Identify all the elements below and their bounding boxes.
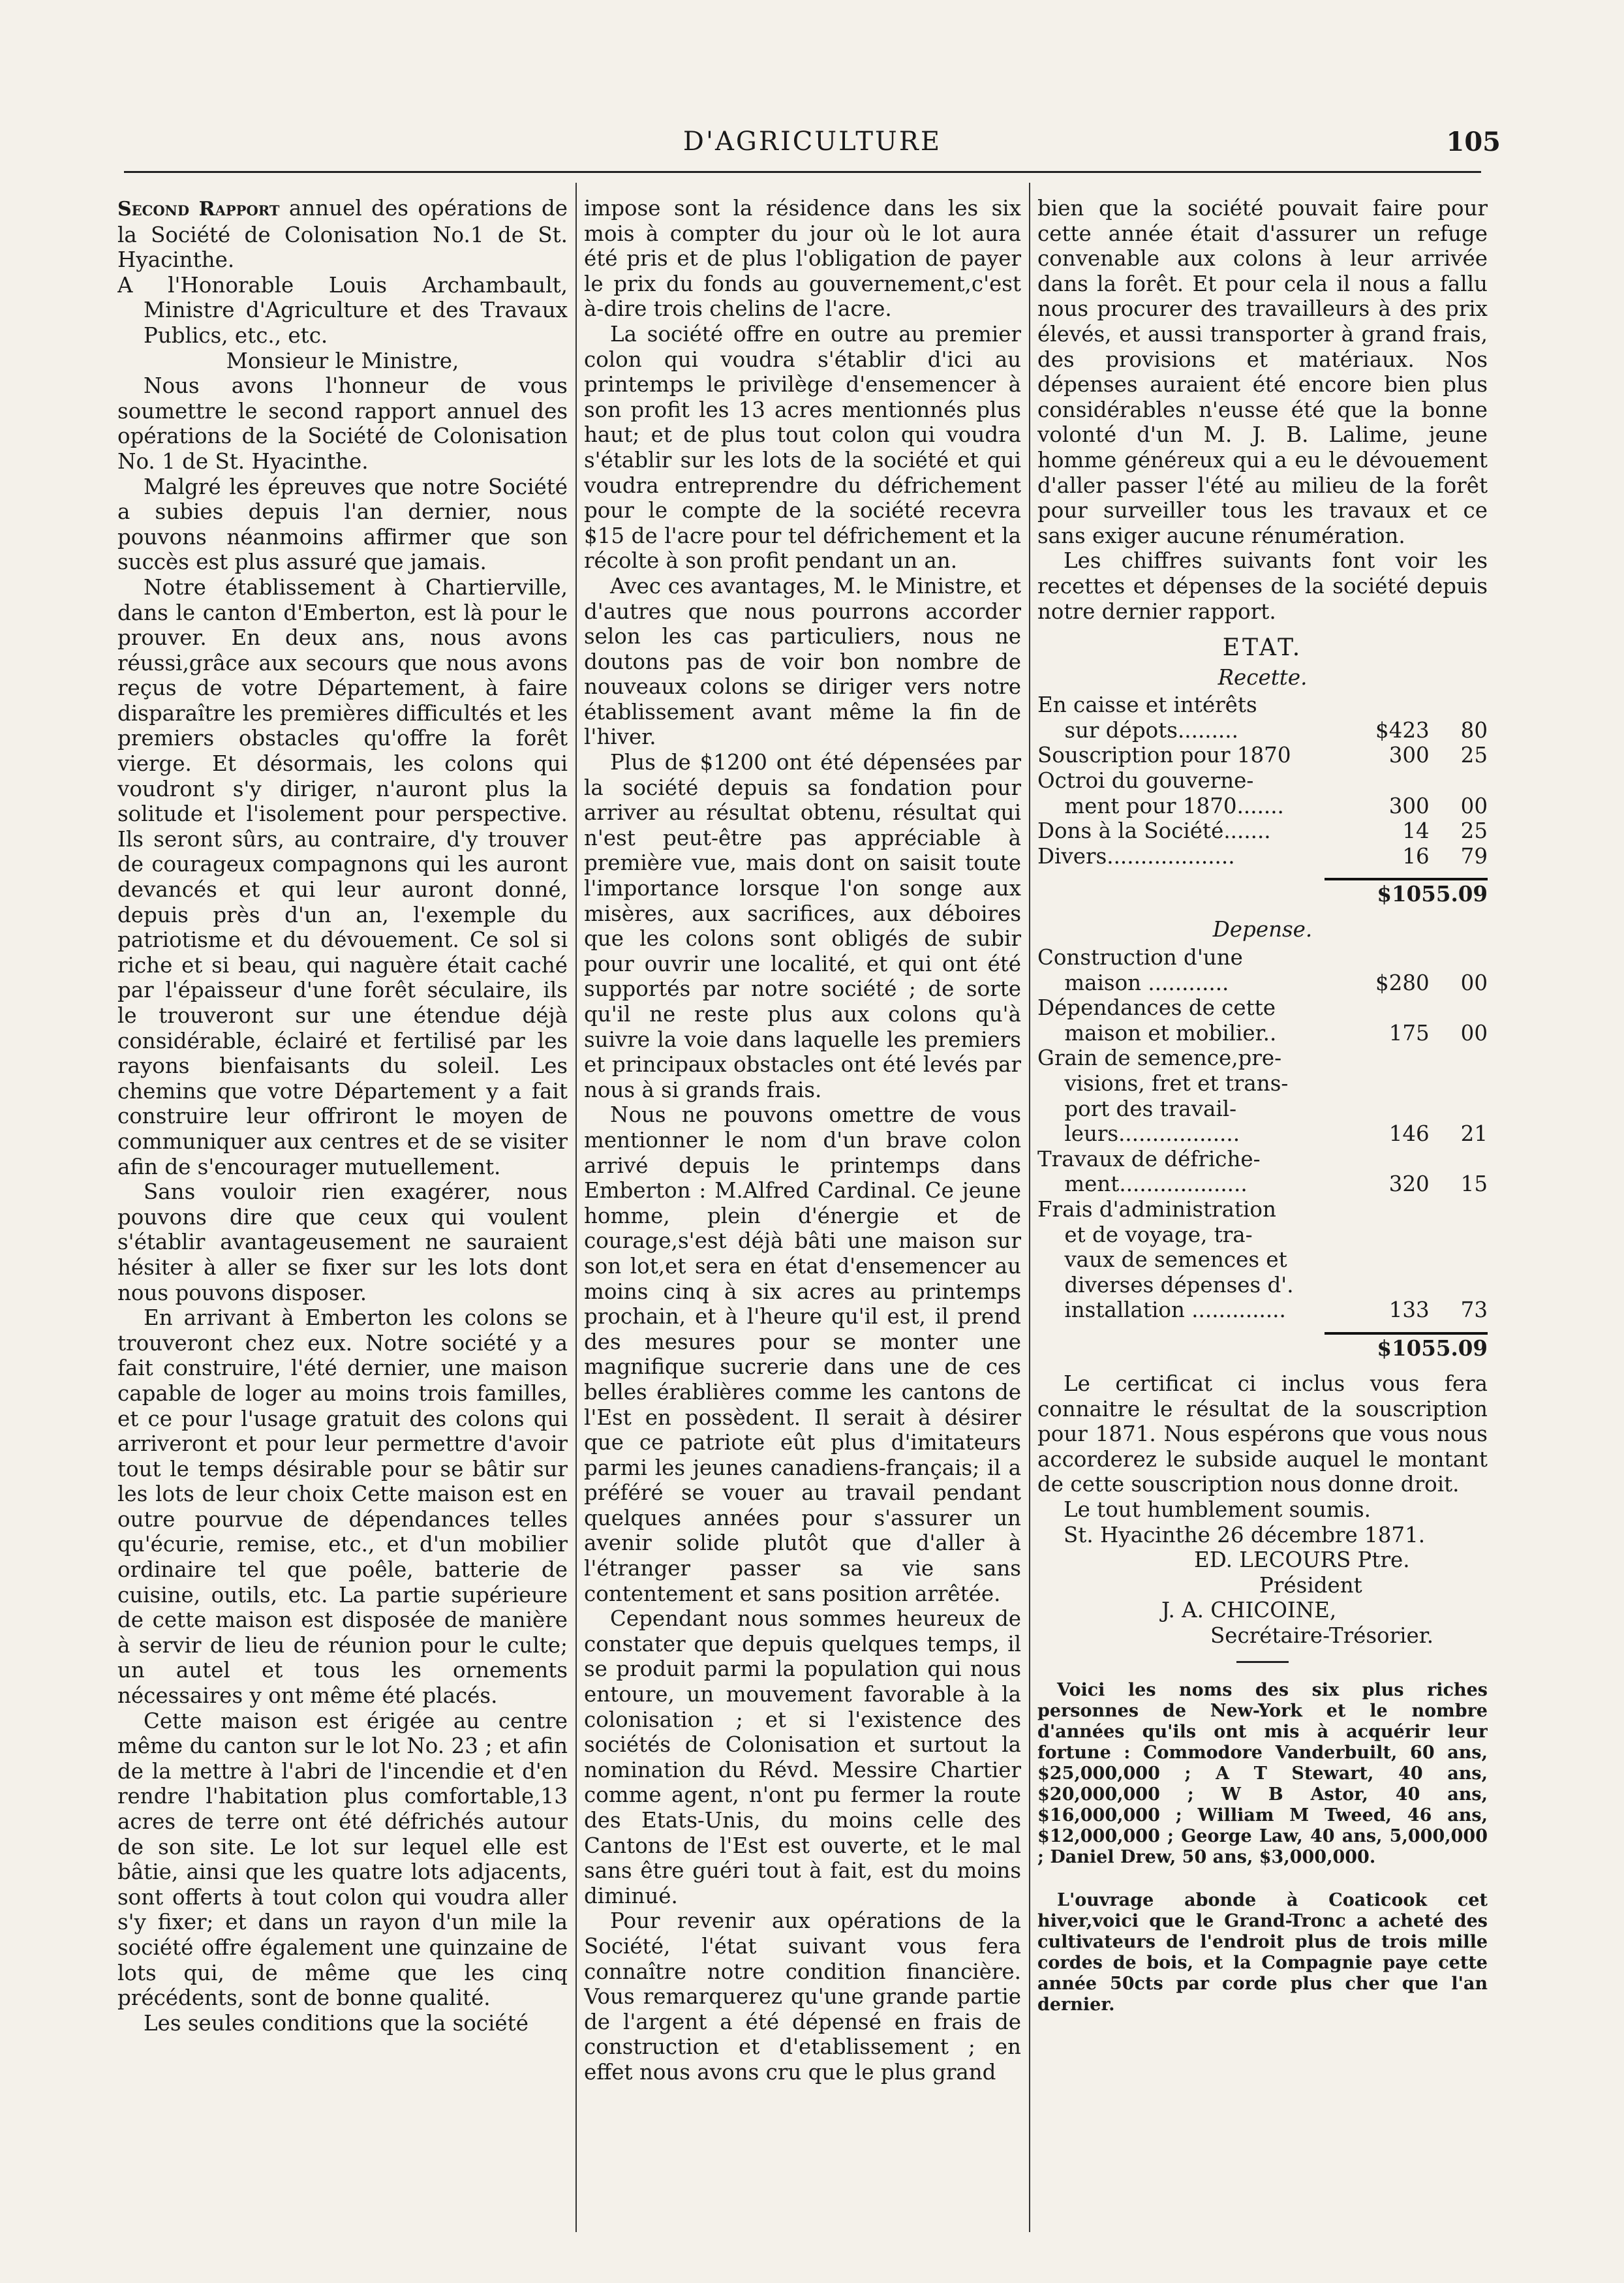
account-cents: 15: [1460, 1172, 1488, 1197]
expenses-total-row: [1037, 1332, 1488, 1362]
total-rule: [1325, 878, 1488, 880]
account-row: [1037, 1046, 1488, 1071]
news-item: Voici les noms des six plus riches personnes de New-York et le nombre d'années qu'ils ont mis à acquérir leur fortune : Commodore Vanderbuilt, 60 ans, $25,000,000 ; A T Stewart, 40 ans, $20,000,000 ; W B Astor, 40 ans, $16,000,000 ; William M Tweed, 46 ans, $12,000,000 ; George Law, 40 ans, 5,000,000 ; Daniel Drew, 50 ans, $3,000,000.: [1037, 1680, 1488, 1868]
account-cents: [1430, 1247, 1488, 1273]
account-cents: 25: [1460, 743, 1488, 768]
column-divider-2: [1029, 183, 1030, 2232]
receipts-table: [1037, 692, 1488, 869]
account-label: Construction d'une: [1037, 945, 1243, 971]
account-dollars: [1358, 1147, 1430, 1172]
signatory-title: Secrétaire-Trésorier.: [1210, 1623, 1434, 1648]
account-dollars: 14: [1402, 818, 1430, 844]
account-dollars: 146: [1388, 1121, 1430, 1147]
spacer: [1037, 1868, 1488, 1890]
page-number: 105: [1446, 127, 1501, 157]
account-cents: [1430, 1147, 1488, 1172]
account-dollars: [1358, 945, 1430, 971]
account-cents: 00: [1460, 793, 1488, 818]
account-label: Dons à la Société.......: [1037, 818, 1271, 844]
account-label: Dépendances de cette: [1037, 995, 1276, 1021]
paragraph: Les seules conditions que la société: [144, 2010, 529, 2036]
paragraph: Cependant nous sommes heureux de constater que depuis quelques temps, il se produit parmi la population qui nous entoure, un mouvement favorable à la colonisation ; et si l'existence des sociétés de Colonisation et surtout la nomination du Révd. Messire Chartier comme agent, n'ont pu fermer la route des Etats-Unis, du moins celle des Cantons de l'Est est ouverte, et le mal sans être guéri tout à fait, est du moins diminué.: [584, 1606, 1021, 1908]
account-cents: 21: [1460, 1121, 1488, 1147]
signatory-name: J. A. CHICOINE,: [1161, 1598, 1337, 1623]
account-label: Divers...................: [1037, 843, 1235, 869]
account-label: port des travail-: [1037, 1096, 1237, 1121]
account-label: visions, fret et trans-: [1037, 1071, 1289, 1096]
account-row: [1037, 1147, 1488, 1172]
account-label: Souscription pour 1870: [1037, 743, 1291, 768]
account-cents: 79: [1460, 843, 1488, 869]
account-dollars: [1358, 1273, 1430, 1298]
report-heading: [117, 196, 568, 273]
account-label: leurs..................: [1037, 1121, 1240, 1147]
account-dollars: [1358, 692, 1430, 718]
account-dollars: 16: [1402, 843, 1430, 869]
total-rule: [1325, 1332, 1488, 1335]
paragraph: Malgré les épreuves que notre Société a subies depuis l'an dernier, nous pouvons néanmoins affirmer que son succès est plus assuré que jamais.: [117, 474, 568, 575]
account-cents: 00: [1460, 1020, 1488, 1046]
account-cents: [1430, 1197, 1488, 1222]
account-row: [1037, 692, 1488, 718]
account-dollars: $423: [1375, 717, 1430, 743]
account-row: [1037, 1273, 1488, 1298]
paragraph: Notre établissement à Chartierville, dans le canton d'Emberton, est là pour le prouver. En deux ans, nous avons réussi,grâce aux secours que nous avons reçus de votre Département, à faire disparaître les premières difficultés et les premiers obstacles qu'offre la forêt vierge. Et désormais, les colons qui voudront s'y diriger, n'auront plus la solitude et l'isolement pour perspective. Ils seront sûrs, au contraire, d'y trouver de courageux compagnons qui les auront devancés et qui leur auront donné, depuis près d'un an, l'exemple du patriotisme et du dévouement. Ce sol si riche et si beau, qui naguère était caché par l'épaisseur d'une forêt séculaire, ils le trouveront sur une étendue déjà considérable, éclairé et fertilisé par les rayons bienfaisants du soleil. Les chemins que votre Département y a fait construire leur offriront le moyen de communiquer aux centres et de se visiter afin de s'encourager mutuellement.: [117, 574, 568, 1179]
account-dollars: [1358, 768, 1430, 794]
account-cents: [1430, 1273, 1488, 1298]
account-row: [1037, 1071, 1488, 1096]
expenses-title: Depense.: [1212, 917, 1313, 942]
paragraph: impose sont la résidence dans les six mois à compter du jour où le lot aura été pris et de plus l'obligation de payer le prix du fonds au gouvernement,c'est à-dire trois chelins de l'acre.: [584, 196, 1021, 322]
paragraph: Pour revenir aux opérations de la Société, l'état suivant vous fera connaître notre condition financière. Vous remarquerez qu'une grande partie de l'argent a été dépensé en frais de construction et d'etablissement ; en effet nous avons cru que le plus grand: [584, 1908, 1021, 2085]
paragraph: Sans vouloir rien exagérer, nous pouvons dire que ceux qui voulent s'établir avantageusement ne sauraient hésiter à aller se fixer sur les lots dont nous pouvons disposer.: [117, 1179, 568, 1305]
account-label: maison et mobilier..: [1037, 1020, 1277, 1046]
account-row: [1037, 844, 1488, 869]
account-cents: [1430, 1222, 1488, 1248]
paragraph: Avec ces avantages, M. le Ministre, et d'autres que nous pourrons accorder selon les cas particuliers, nous ne doutons pas de voir bon nombre de nouveaux colons se diriger vers notre établissement avant même la fin de l'hiver.: [584, 573, 1021, 750]
column-1: [117, 196, 568, 2232]
column-divider-1: [575, 183, 577, 2232]
account-row: [1037, 1096, 1488, 1122]
running-title: D'AGRICULTURE: [682, 127, 942, 157]
account-row: [1037, 945, 1488, 971]
report-heading-rest: annuel des opérations de la Société de Colonisation No.1 de St. Hyacinthe.: [117, 196, 568, 273]
account-dollars: [1358, 995, 1430, 1021]
account-row: [1037, 1197, 1488, 1222]
account-row: [1037, 1172, 1488, 1197]
account-label: et de voyage, tra-: [1037, 1222, 1253, 1247]
account-cents: 80: [1460, 717, 1488, 743]
account-row: [1037, 718, 1488, 743]
account-row: [1037, 1297, 1488, 1323]
account-dollars: 175: [1388, 1020, 1430, 1046]
paragraph: Nous avons l'honneur de vous soumettre le second rapport annuel des opérations de la Société de Colonisation No. 1 de St. Hyacinthe.: [117, 373, 568, 474]
account-cents: [1430, 1071, 1488, 1096]
header-rule: [124, 171, 1481, 173]
news-item: L'ouvrage abonde à Coaticook cet hiver,voici que le Grand-Tronc a acheté des cultivateurs de l'endroit plus de trois mille cordes de bois, et la Compagnie paye cette année 50cts par corde plus cher que l'an dernier.: [1037, 1890, 1488, 2015]
signatory-title: Président: [1259, 1572, 1362, 1598]
account-row: [1037, 768, 1488, 794]
paragraph: bien que la société pouvait faire pour cette année était d'assurer un refuge convenable aux colons à leur arrivée dans la forêt. Et pour cela il nous a fallu nous procurer des travailleurs à des prix élevés, et aussi transporter à grand frais, des provisions et matériaux. Nos dépenses auraient été encore bien plus considérables n'eusse été que la bonne volonté d'un M. J. B. Lalime, jeune homme généreux qui a eu le dévouement d'aller passer l'été au milieu de la forêt pour surveiller tous les travaux et ce sans exiger aucune rénumération.: [1037, 196, 1488, 548]
report-heading-caps: Second Rapport: [117, 198, 280, 221]
paragraph: Plus de $1200 ont été dépensées par la société depuis sa fondation pour arriver au résultat obtenu, résultat qui n'est peut-être pas appréciable à première vue, mais dont on saisit toute l'importance lorsque l'on songe aux misères, aux sacrifices, aux déboires que les colons sont obligés de subir pour ouvrir une localité, et qui ont été supportés par notre société ; de sorte qu'il ne reste plus aux colons qu'à suivre la voie dans laquelle les premiers et principaux obstacles ont été levés par nous à si grands frais.: [584, 750, 1021, 1102]
account-dollars: [1358, 1046, 1430, 1071]
account-cents: 00: [1460, 970, 1488, 995]
account-row: [1037, 794, 1488, 819]
account-dollars: [1358, 1247, 1430, 1273]
addressee: A l'Honorable Louis Archambault, Ministre d'Agriculture et des Travaux Publics, etc., etc.: [117, 272, 568, 348]
section-rule: [1236, 1661, 1289, 1663]
account-cents: 25: [1460, 818, 1488, 844]
account-label: Frais d'administration: [1037, 1196, 1276, 1222]
account-dollars: 300: [1388, 793, 1430, 818]
salutation: Monsieur le Ministre,: [226, 348, 459, 373]
account-row: [1037, 995, 1488, 1021]
account-dollars: [1358, 1071, 1430, 1096]
account-dollars: [1358, 1197, 1430, 1222]
account-label: ment...................: [1037, 1172, 1248, 1197]
account-dollars: $280: [1375, 970, 1430, 995]
account-label: vaux de semences et: [1037, 1247, 1287, 1273]
closing: Le tout humblement soumis.: [1064, 1497, 1371, 1522]
statement-title: ETAT.: [1222, 634, 1303, 662]
account-cents: [1430, 1096, 1488, 1122]
account-label: En caisse et intérêts: [1037, 692, 1257, 718]
account-row: [1037, 971, 1488, 996]
receipts-total-row: [1037, 878, 1488, 908]
account-label: Octroi du gouverne-: [1037, 768, 1254, 794]
receipts-total: $1055.09: [1377, 881, 1488, 907]
expenses-total: $1055.09: [1377, 1335, 1488, 1361]
account-dollars: 320: [1388, 1172, 1430, 1197]
account-label: Grain de semence,pre-: [1037, 1046, 1282, 1071]
account-cents: 73: [1460, 1297, 1488, 1323]
paragraph: Cette maison est érigée au centre même du canton sur le lot No. 23 ; et afin de la mettre à l'abri de l'incendie et d'en rendre l'habitation plus comfortable,13 acres de terre ont été défrichés autour de son site. Le lot sur lequel elle est bâtie, ainsi que les quatre lots adjacents, sont offerts à tout colon qui voudra aller s'y fixer; et dans un rayon d'un mile la société offre également une quinzaine de lots qui, de même que les cinq précédents, sont de bonne qualité.: [117, 1708, 568, 2011]
account-label: maison ............: [1037, 970, 1229, 995]
account-row: [1037, 1222, 1488, 1248]
receipts-title: Recette.: [1218, 664, 1308, 690]
expenses-table: [1037, 945, 1488, 1323]
account-cents: [1430, 1046, 1488, 1071]
account-row: [1037, 818, 1488, 844]
account-row: [1037, 743, 1488, 768]
account-dollars: [1358, 1222, 1430, 1248]
place-date: St. Hyacinthe 26 décembre 1871.: [1064, 1522, 1426, 1547]
paragraph: Les chiffres suivants font voir les recettes et dépenses de la société depuis notre dernier rapport.: [1037, 548, 1488, 624]
account-label: Travaux de défriche-: [1037, 1146, 1261, 1172]
page-header: [117, 124, 1507, 163]
paragraph: En arrivant à Emberton les colons se trouveront chez eux. Notre société y a fait construire, l'été dernier, une maison capable de loger au moins trois familles, et ce pour l'usage gratuit des colons qui arriveront et pour leur permettre d'avoir tout le temps désirable pour se bâtir sur les lots de leur choix Cette maison est en outre pourvue de dépendances telles qu'écurie, remise, etc., et d'un mobilier ordinaire tel que poêle, batterie de cuisine, outils, etc. La partie supérieure de cette maison est disposée de manière à servir de lieu de réunion pour le culte; un autel et tous les ornements nécessaires y ont même été placés.: [117, 1305, 568, 1709]
account-label: installation ..............: [1037, 1297, 1286, 1323]
account-label: diverses dépenses d'.: [1037, 1272, 1294, 1297]
paragraph: La société offre en outre au premier colon qui voudra s'établir d'ici au printemps le privilège d'ensemencer à son profit les 13 acres mentionnés plus haut; et de plus tout colon qui voudra s'établir sur les lots de la société et qui voudra entreprendre du défrichement pour le compte de la société recevra $15 de l'acre pour tel défrichement et la récolte à son profit pendant un an.: [584, 321, 1021, 574]
account-row: [1037, 1247, 1488, 1273]
news-items: [1037, 1680, 1488, 2015]
paragraph: Nous ne pouvons omettre de vous mentionner le nom d'un brave colon arrivé depuis le printemps dans Emberton : M.Alfred Cardinal. Ce jeune homme, plein d'énergie et de courage,s'est déjà bâti une maison sur son lot,et sera en état d'ensemencer au moins cinq à six acres au printemps prochain, et à l'heure qu'il est, il prend des mesures pour se monter une magnifique sucrerie dans une de ces belles érablières comme les cantons de l'Est en possèdent. Il serait à désirer que ce patriote eût plus d'imitateurs parmi les jeunes canadiens-français; il a préféré se vouer au travail pendant quelques années pour s'assurer un avenir solide plutôt que d'aller à l'étranger passer sa vie sans contentement et sans position arrêtée.: [584, 1102, 1021, 1606]
account-dollars: 300: [1388, 743, 1430, 768]
account-row: [1037, 1021, 1488, 1046]
account-cents: [1430, 692, 1488, 718]
account-label: ment pour 1870.......: [1037, 793, 1284, 818]
paragraph: Le certificat ci inclus vous fera connaitre le résultat de la souscription pour 1871. Nous espérons que vous nous accorderez le subside auquel le montant de cette souscription nous donne droit.: [1037, 1371, 1488, 1497]
signatory-name: ED. LECOURS Ptre.: [1194, 1547, 1410, 1573]
account-cents: [1430, 768, 1488, 794]
column-2: [584, 196, 1021, 2232]
account-cents: [1430, 995, 1488, 1021]
column-3: [1037, 196, 1488, 2232]
account-row: [1037, 1121, 1488, 1147]
account-dollars: [1358, 1096, 1430, 1122]
account-cents: [1430, 945, 1488, 971]
account-label: sur dépots.........: [1037, 717, 1238, 743]
account-dollars: 133: [1388, 1297, 1430, 1323]
